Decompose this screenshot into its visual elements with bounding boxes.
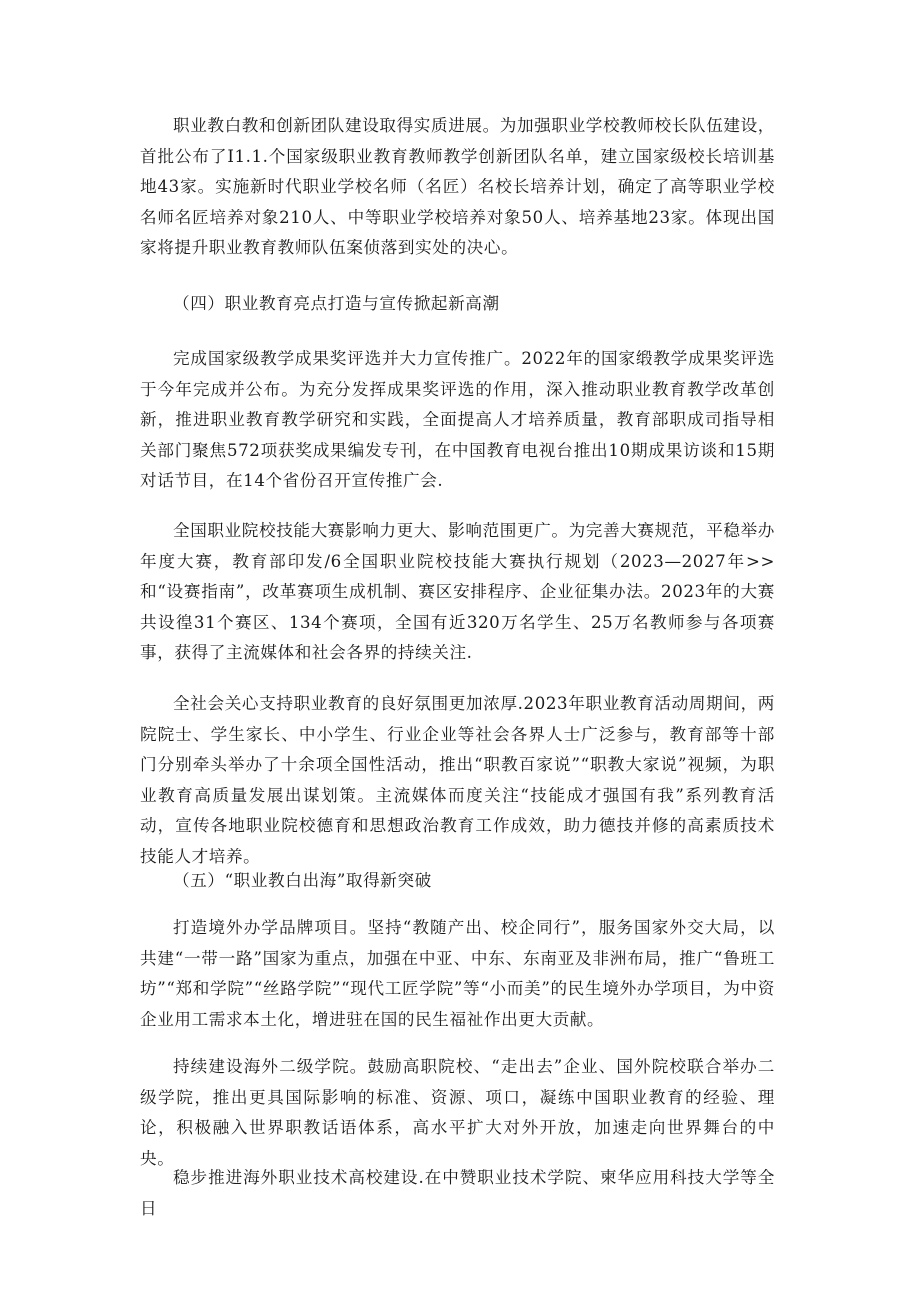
section-heading-five: （五）“职业教白出海”取得新突破 [173,871,432,890]
paragraph-overseas-universities: 稳步推进海外职业技术高校建设.在中赞职业技术学院、柬华应用科技大学等全日 [140,1168,775,1218]
section-heading-four: （四）职业教育亮点打造与宣传掀起新高潮 [173,294,500,313]
paragraph-teaching-awards: 完成国家级教学成果奖评选并大力宣传推广。2022年的国家缎教学成果奖评选于今年完成并公布。为充分发挥成果奖评选的作用，深入推动职业教育教学改革创新，推进职业教育教学研究和实践，全面提高人才培养质量，教育部职成司指导相关部门聚焦572项获奖成果编发专刊，在中国教育电视台推出10期成果访谈和15期对话节目，在14个省份召开宣传推广会. [140,349,775,490]
paragraph-skills-competition: 全国职业院校技能大赛影响力更大、影响范围更广。为完善大赛规范，平稳举办年度大赛，教育部印发/6全国职业院校技能大赛执行规划（2023—2027年>>和“设赛指南”，改革赛项生成机制、赛区安排程序、企业征集办法。2023年的大赛共设徨31个赛区、134个赛项，全国有近320万名学生、25万名教师参与各项赛事，获得了主流媒体和社会各界的持续关注. [140,521,775,662]
paragraph-teacher-teams: 职业教白教和创新团队建设取得实质进展。为加强职业学校教师校长队伍建设，首批公布了I1.1.个国家级职业教育教师教学创新团队名单，建立国家级校长培训基地43家。实施新时代职业学校名师（名匠）名校长培养计划，确定了高等职业学校名师名匠培养对象210人、中等职业学校培养对象50人、培养基地23家。体现出国家将提升职业教育教师队伍案侦落到实处的决心。 [140,116,775,257]
paragraph-social-support: 全社会关心支持职业教育的良好氛围更加浓厚.2023年职业教育活动周期间，两院院士、学生家长、中小学生、行业企业等社会各界人士广泛参与，教育部等十部门分别牵头举办了十余项全国性活动，推出“职教百家说”“职教大家说”视频，为职业教育高质量发展出谋划策。主流媒体而度关注“技能成才强国有我”系列教育活动，宣传各地职业院校德育和思想政治教育工作成效，助力德技并修的高素质技术技能人才培养。 [140,694,775,866]
paragraph-overseas-brand: 打造境外办学品牌项目。坚持“教随产出、校企同行”，服务国家外交大局，以共建“一带一路”国家为重点，加强在中亚、中东、东南亚及非洲布局，推广“鲁班工坊”“郑和学院”“丝路学院”“现代工匠学院”等“小而美”的民生境外办学项目，为中资企业用工需求本土化，增进驻在国的民生福祉作出更大贡献。 [140,918,775,1029]
paragraph-overseas-colleges: 持续建设海外二级学院。鼓励高职院校、“走出去”企业、国外院校联合举办二级学院，推出更具国际影响的标准、资源、项口，凝练中国职业教育的经验、理论，积极融入世界职教话语体系，高水平扩大对外开放，加速走向世界舞台的中央。 [140,1057,775,1168]
